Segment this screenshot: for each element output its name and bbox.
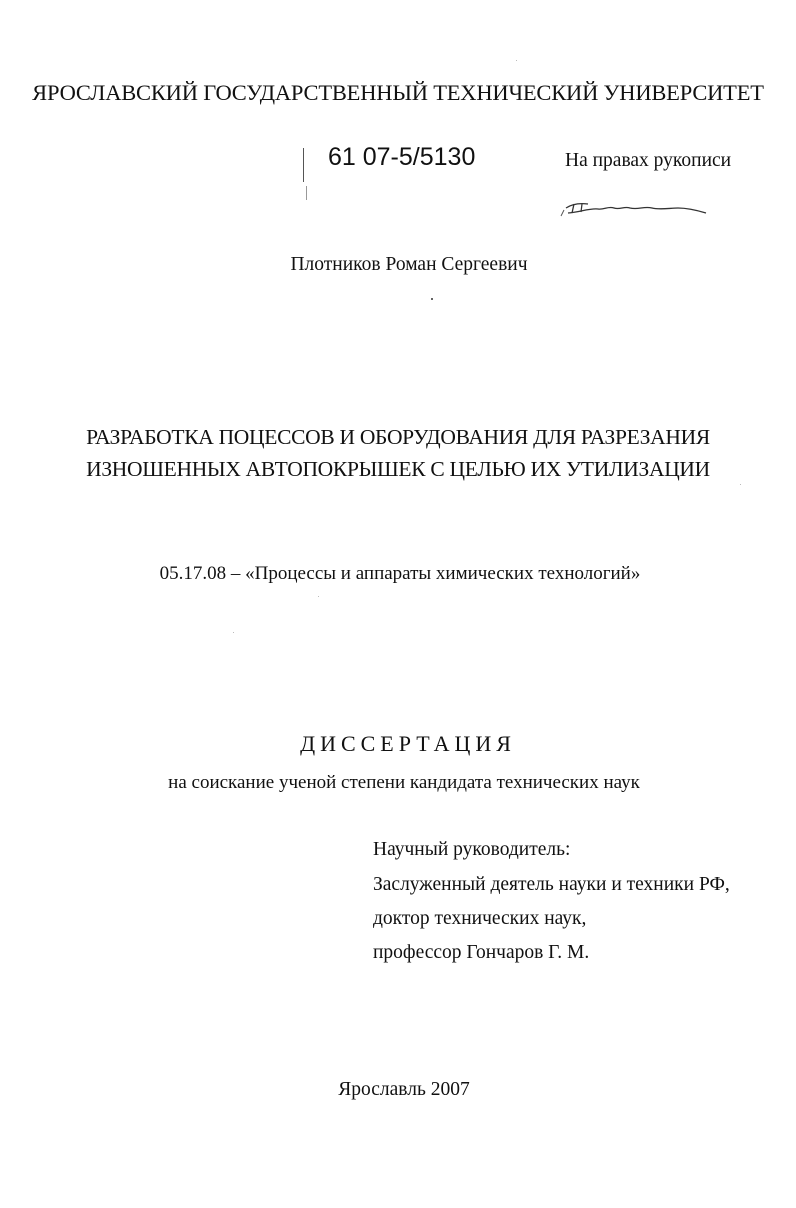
scan-speck [740, 484, 741, 485]
city-year: Ярославль 2007 [338, 1079, 470, 1100]
work-type-heading: ДИССЕРТАЦИЯ [300, 731, 516, 756]
advisor-heading: Научный руководитель: [373, 839, 571, 860]
advisor-name-line: профессор Гончаров Г. М. [373, 942, 590, 963]
handwritten-signature [560, 186, 710, 226]
margin-mark [306, 186, 307, 200]
advisor-degree-line: доктор технических наук, [373, 908, 587, 929]
stray-dot [431, 298, 433, 300]
specialty-code: 05.17.08 – «Процессы и аппараты химических технологий» [159, 563, 641, 584]
author-name: Плотников Роман Сергеевич [290, 254, 528, 275]
dissertation-title [0, 421, 796, 485]
title-line-1: РАЗРАБОТКА ПОЦЕССОВ И ОБОРУДОВАНИЯ ДЛЯ РАЗРЕЗАНИЯ [86, 425, 710, 449]
advisor-title-line: Заслуженный деятель науки и техники РФ, [373, 874, 730, 895]
catalog-code: 61 07-5/5130 [328, 143, 476, 171]
rights-note: На правах рукописи [565, 150, 732, 171]
university-name: ЯРОСЛАВСКИЙ ГОСУДАРСТВЕННЫЙ ТЕХНИЧЕСКИЙ УНИВЕРСИТЕТ [32, 80, 764, 105]
degree-line: на соискание ученой степени кандидата технических наук [168, 772, 640, 793]
scan-speck [516, 60, 517, 61]
title-line-2: ИЗНОШЕННЫХ АВТОПОКРЫШЕК С ЦЕЛЬЮ ИХ УТИЛИЗАЦИИ [86, 457, 710, 481]
margin-mark [303, 148, 304, 182]
scan-speck [233, 632, 234, 633]
scan-speck [318, 596, 319, 597]
